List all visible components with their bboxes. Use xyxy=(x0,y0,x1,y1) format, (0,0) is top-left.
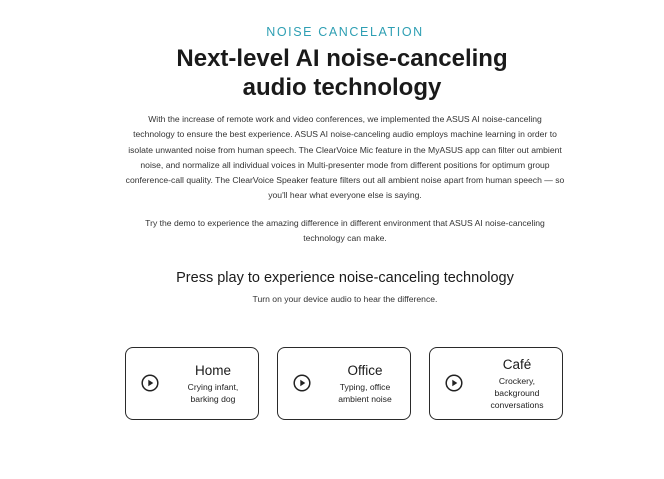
intro-line: technology to ensure the best experience. ASUS AI noise-canceling audio employs machine learning in order to xyxy=(133,129,557,140)
cta-heading: Press play to experience noise-canceling technology xyxy=(176,270,514,286)
demo-paragraph xyxy=(120,216,570,247)
intro-line: you'll hear what everyone else is saying. xyxy=(268,190,422,201)
card-text xyxy=(474,348,560,419)
card-desc-line: ambient noise xyxy=(338,393,392,404)
demo-card-cafe[interactable] xyxy=(429,347,563,420)
demo-card-home[interactable] xyxy=(125,347,259,420)
play-circle-icon[interactable] xyxy=(141,374,159,392)
demo-line: Try the demo to experience the amazing difference in different environment that ASUS AI noise-canceling xyxy=(145,218,545,228)
card-text xyxy=(322,348,408,419)
intro-line: conference-call quality. The ClearVoice Speaker feature filters out all ambient noise apart from human speech — so xyxy=(125,175,565,186)
page-title-line-2: audio technology xyxy=(242,74,442,101)
card-desc-line: background xyxy=(494,387,540,398)
card-desc-line: Crockery, xyxy=(498,375,536,386)
section-eyebrow: NOISE CANCELATION xyxy=(266,25,424,39)
page-title-line-1: Next-level AI noise-canceling xyxy=(176,45,508,72)
page-title xyxy=(0,44,664,102)
card-description xyxy=(490,375,543,411)
intro-line: noise, and normalize all individual voices in Multi-presenter mode from different positions for optimum group xyxy=(140,159,550,170)
demo-line: technology can make. xyxy=(303,233,387,244)
card-description xyxy=(338,381,392,405)
cta-subtitle: Turn on your device audio to hear the difference. xyxy=(252,294,438,304)
card-desc-line: Typing, office xyxy=(339,381,391,392)
intro-line: With the increase of remote work and video conferences, we implemented the ASUS AI noise-canceling xyxy=(148,114,542,124)
card-desc-line: Crying infant, xyxy=(187,381,239,392)
intro-line: isolate unwanted noise from human speech. The ClearVoice Mic feature in the MyASUS app can filter out ambient xyxy=(128,144,562,155)
card-description xyxy=(188,381,239,405)
intro-paragraph xyxy=(112,112,578,204)
card-text xyxy=(170,348,256,419)
demo-card-office[interactable] xyxy=(277,347,411,420)
play-circle-icon[interactable] xyxy=(293,374,311,392)
card-title: Office xyxy=(347,362,383,378)
card-desc-line: conversations xyxy=(490,399,544,410)
card-title: Café xyxy=(502,356,532,372)
play-circle-icon[interactable] xyxy=(445,374,463,392)
card-desc-line: barking dog xyxy=(190,393,236,404)
card-title: Home xyxy=(194,362,231,378)
